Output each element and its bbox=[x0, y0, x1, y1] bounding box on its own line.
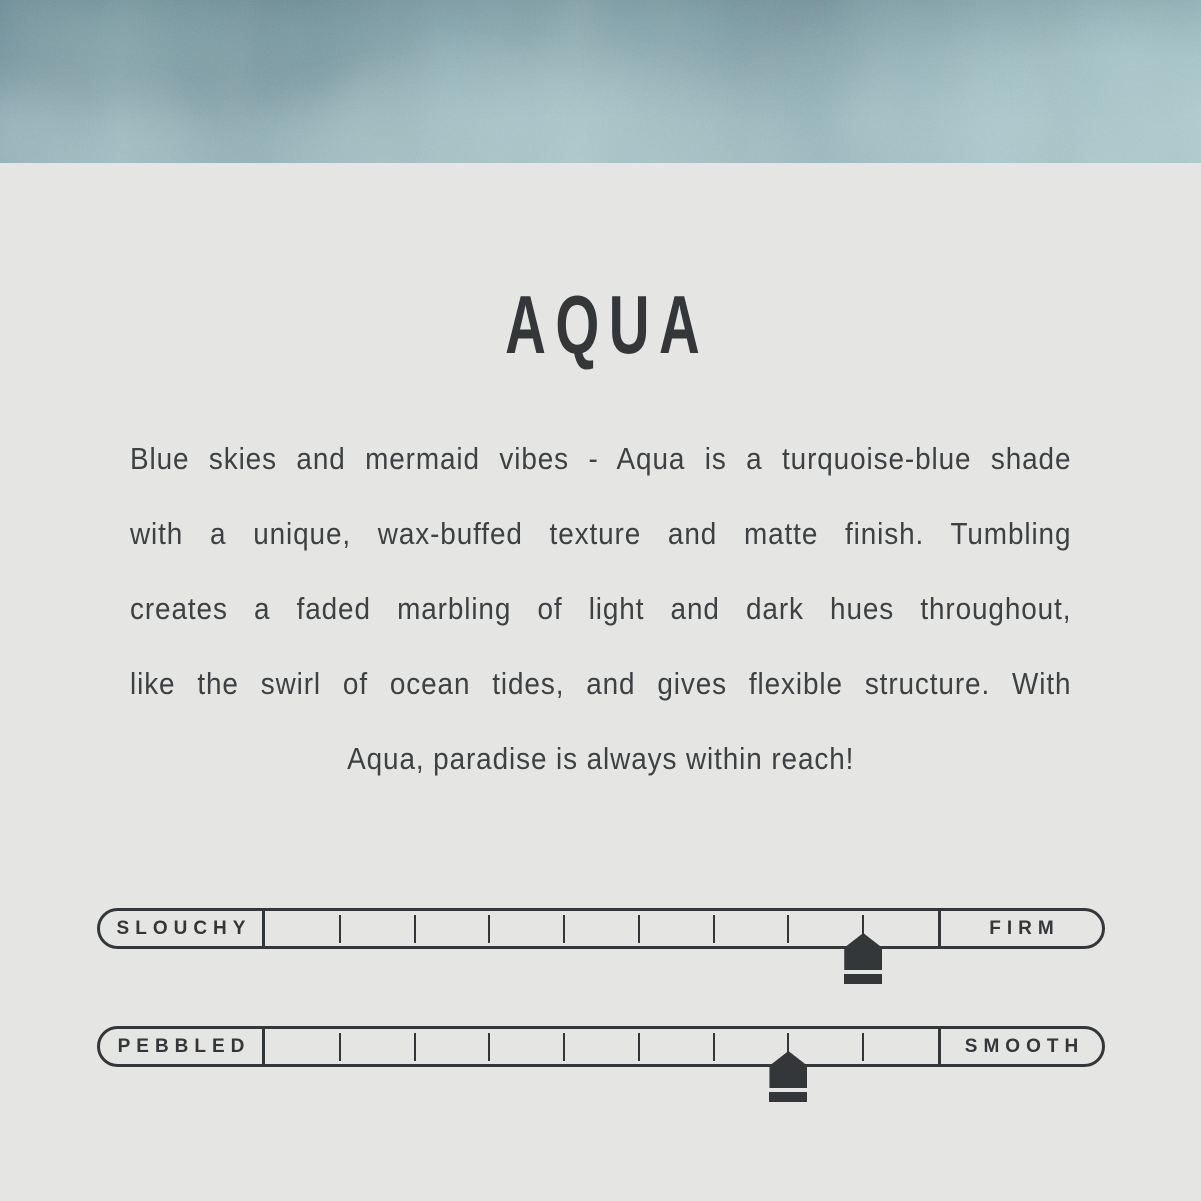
tick-mark bbox=[563, 1033, 565, 1061]
description-line: with a unique, wax-buffed texture and matte finish. Tumbling bbox=[130, 516, 1072, 551]
scale-track bbox=[265, 1029, 938, 1064]
tick-mark bbox=[638, 1033, 640, 1061]
page-title bbox=[0, 278, 1201, 371]
pebbled-label: PEBBLED bbox=[117, 1035, 251, 1057]
description-line: Blue skies and mermaid vibes - Aqua is a turquoise-blue shade bbox=[130, 441, 1072, 476]
tick-mark bbox=[488, 1033, 490, 1061]
marker-pointer-icon bbox=[769, 1051, 807, 1088]
scale-right-label bbox=[938, 1029, 1102, 1064]
color-name: AQUA bbox=[505, 278, 710, 371]
marker-pointer-icon bbox=[844, 933, 882, 970]
tick-mark bbox=[339, 1033, 341, 1061]
tick-mark bbox=[563, 915, 565, 943]
scale-track bbox=[265, 911, 938, 946]
marker-base-icon bbox=[844, 974, 882, 984]
tick-mark bbox=[638, 915, 640, 943]
color-description bbox=[130, 421, 1071, 796]
tick-mark bbox=[713, 1033, 715, 1061]
scale-pill bbox=[97, 1026, 1105, 1067]
tick-mark bbox=[488, 915, 490, 943]
description-line: like the swirl of ocean tides, and gives flexible structure. With bbox=[130, 666, 1072, 701]
smooth-label: SMOOTH bbox=[964, 1035, 1085, 1057]
marker-base-icon bbox=[769, 1092, 807, 1102]
scale-right-label bbox=[938, 911, 1102, 946]
scale-marker bbox=[769, 1051, 807, 1102]
tick-mark bbox=[862, 1033, 864, 1061]
slouchy-label: SLOUCHY bbox=[116, 917, 252, 939]
tick-mark bbox=[414, 915, 416, 943]
tick-mark bbox=[787, 915, 789, 943]
leather-swatch-image bbox=[0, 0, 1201, 163]
scale-left-label bbox=[100, 911, 265, 946]
tick-mark bbox=[414, 1033, 416, 1061]
firm-label: FIRM bbox=[989, 917, 1060, 939]
scale-left-label bbox=[100, 1029, 265, 1064]
description-line: creates a faded marbling of light and dark hues throughout, bbox=[130, 591, 1072, 626]
description-line: Aqua, paradise is always within reach! bbox=[347, 741, 855, 776]
pebbled-smooth-scale bbox=[97, 1026, 1105, 1067]
scale-marker bbox=[844, 933, 882, 984]
slouchy-firm-scale bbox=[97, 908, 1105, 949]
tick-mark bbox=[713, 915, 715, 943]
tick-mark bbox=[339, 915, 341, 943]
scale-pill bbox=[97, 908, 1105, 949]
